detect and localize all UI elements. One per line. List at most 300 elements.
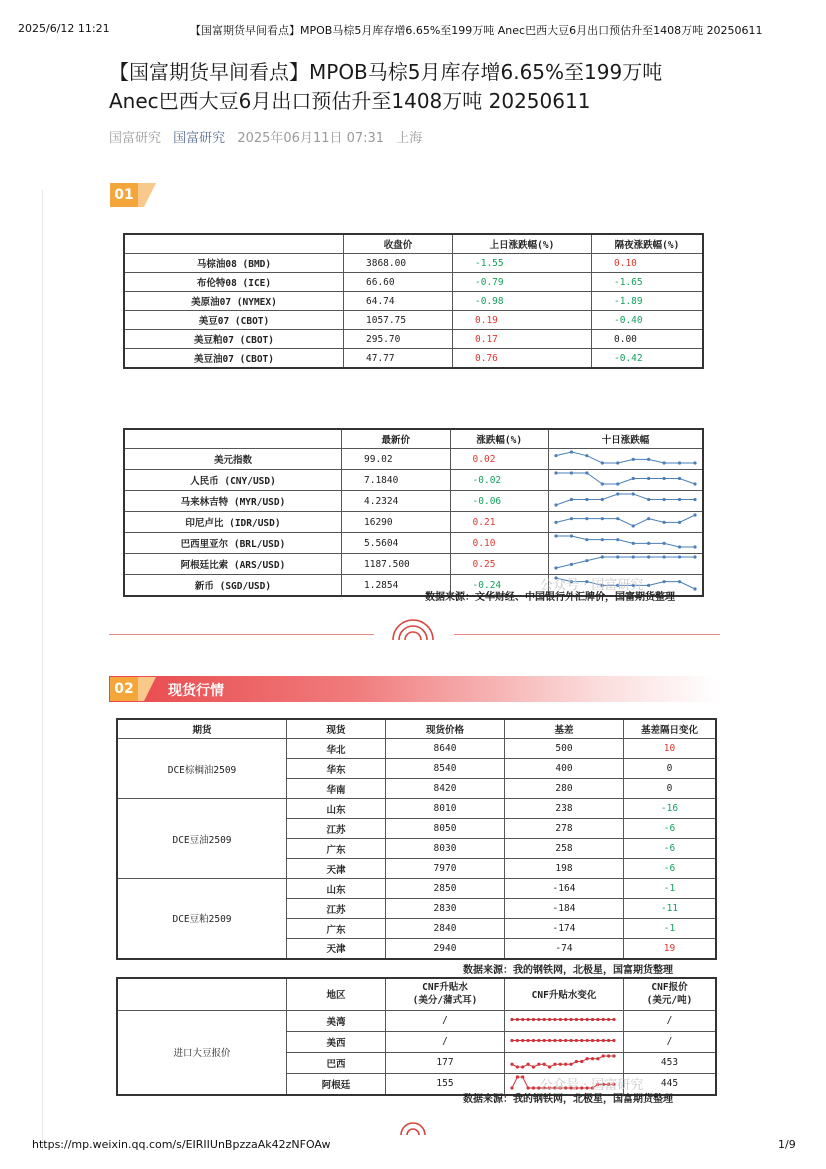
fx-source: 数据来源：文华财经、中国银行外汇牌价，国富期货整理: [425, 592, 675, 603]
fx-row: [124, 533, 703, 554]
fx-sparkline-1-point-2: [585, 471, 588, 474]
fx-sparkline-2-line: [556, 494, 695, 505]
fx-sparkline-cell: [549, 554, 704, 575]
fx-row: [124, 491, 703, 512]
fx-price: 1.2854: [342, 575, 451, 597]
fx-sparkline-2-point-4: [616, 492, 619, 495]
cnf-sparkline-2-point-5: [537, 1062, 540, 1065]
fx-sparkline-5-point-1: [570, 563, 573, 566]
cnf-sparkline-3-point-0: [510, 1086, 513, 1089]
fx-sparkline-0-point-4: [616, 461, 619, 464]
futures-close: 295.70: [344, 330, 453, 349]
spot-basis: -164: [505, 879, 624, 899]
futures-close: 1057.75: [344, 311, 453, 330]
cnf-sparkline-0-point-5: [537, 1017, 540, 1020]
spot-basis-change: -16: [624, 799, 717, 819]
fx-sparkline-4-point-3: [601, 538, 604, 541]
spot-price: 8640: [386, 739, 505, 759]
fx-sparkline-4-line: [556, 536, 695, 547]
cnf-sparkline-1-point-15: [591, 1038, 594, 1041]
fx-change: 0.02: [450, 449, 548, 470]
fx-sparkline-2-point-5: [632, 492, 635, 495]
spot-basis: -74: [505, 939, 624, 959]
cnf-header-premium: CNF升贴水 (美分/蒲式耳): [386, 978, 505, 1010]
futures-name: 美豆油07 (CBOT): [124, 349, 344, 369]
cnf-sparkline-1-point-12: [575, 1038, 578, 1041]
fx-change: -0.24: [450, 575, 548, 597]
cnf-source: 数据来源：我的钢铁网，北极星，国富期货整理: [463, 1094, 673, 1105]
cnf-sparkline-1-point-5: [537, 1038, 540, 1041]
cnf-sparkline-0-point-19: [612, 1017, 615, 1020]
fx-sparkline-5-point-0: [554, 566, 557, 569]
futures-row: [124, 273, 703, 292]
fx-row: [124, 512, 703, 533]
fx-sparkline-0-point-5: [632, 458, 635, 461]
cnf-sparkline-0-point-12: [575, 1017, 578, 1020]
fx-sparkline-1-point-9: [693, 482, 696, 485]
cnf-sparkline-1-point-1: [516, 1038, 519, 1041]
spot-price: 8050: [386, 819, 505, 839]
cnf-sparkline-1-point-8: [553, 1038, 556, 1041]
cnf-label: 进口大豆报价: [117, 1010, 287, 1095]
divider-right: [454, 634, 720, 635]
cnf-sparkline-2-point-3: [527, 1062, 530, 1065]
fx-change: -0.02: [450, 470, 548, 491]
spot-price: 7970: [386, 859, 505, 879]
fx-sparkline-5-point-5: [632, 555, 635, 558]
spot-region: 山东: [287, 879, 386, 899]
futures-prev-change: -0.98: [453, 292, 592, 311]
futures-night-change: 0.10: [592, 254, 704, 273]
spot-contract: DCE豆粕2509: [117, 879, 287, 959]
fx-sparkline-3-point-8: [678, 521, 681, 524]
cnf-sparkline-0-point-7: [548, 1017, 551, 1020]
spot-price: 8540: [386, 759, 505, 779]
spot-row: [117, 739, 716, 759]
fx-sparkline-cell: [549, 449, 704, 470]
fx-sparkline-0-point-6: [647, 458, 650, 461]
futures-prev-change: 0.76: [453, 349, 592, 369]
futures-prev-change: -0.79: [453, 273, 592, 292]
fx-sparkline-3: [553, 512, 698, 529]
cnf-sparkline-2-point-2: [521, 1065, 524, 1068]
fx-sparkline-cell: [549, 533, 704, 554]
cnf-sparkline-0-point-0: [510, 1017, 513, 1020]
fx-sparkline-0-point-8: [678, 461, 681, 464]
fx-sparkline-cell: [549, 470, 704, 491]
cnf-sparkline-2-point-9: [559, 1062, 562, 1065]
cnf-premium: /: [386, 1010, 505, 1031]
fx-sparkline-4-point-0: [554, 534, 557, 537]
cnf-sparkline-2-point-14: [586, 1057, 589, 1060]
left-rule: [42, 190, 43, 1150]
fx-sparkline-2-point-9: [693, 498, 696, 501]
spot-region: 天津: [287, 939, 386, 959]
article-title-line1: 【国富期货早间看点】MPOB马棕5月库存增6.65%至199万吨: [109, 60, 663, 84]
futures-row: [124, 311, 703, 330]
cnf-header-trend: CNF升贴水变化: [505, 978, 624, 1010]
fx-sparkline-3-point-3: [601, 517, 604, 520]
cnf-sparkline-cell: [505, 1052, 624, 1073]
futures-row: [124, 349, 703, 369]
cnf-sparkline-0-point-9: [559, 1017, 562, 1020]
spot-basis-change: -11: [624, 899, 717, 919]
spot-price: 2840: [386, 919, 505, 939]
futures-name: 布伦特08 (ICE): [124, 273, 344, 292]
cnf-sparkline-2-point-12: [575, 1059, 578, 1062]
fx-name: 马来林吉特 (MYR/USD): [124, 491, 342, 512]
cnf-sparkline-0-point-8: [553, 1017, 556, 1020]
cnf-sparkline-0-point-10: [564, 1017, 567, 1020]
cnf-header-blank: [117, 978, 287, 1010]
fx-sparkline-0: [553, 449, 698, 466]
spot-basis: 258: [505, 839, 624, 859]
fx-table: [123, 428, 704, 597]
cnf-sparkline-2-point-13: [580, 1059, 583, 1062]
fx-sparkline-3-point-2: [585, 517, 588, 520]
fx-sparkline-1: [553, 470, 698, 487]
cnf-sparkline-0-point-3: [527, 1017, 530, 1020]
spot-header-region: 现货: [287, 719, 386, 739]
futures-prev-change: -1.55: [453, 254, 592, 273]
fx-change: 0.21: [450, 512, 548, 533]
spot-region: 天津: [287, 859, 386, 879]
cnf-row: [117, 1010, 716, 1031]
cnf-sparkline-0-point-2: [521, 1017, 524, 1020]
futures-night-change: -1.89: [592, 292, 704, 311]
fx-sparkline-4-point-7: [663, 542, 666, 545]
cnf-sparkline-0-point-17: [602, 1017, 605, 1020]
spot-header-basis: 基差: [505, 719, 624, 739]
fx-sparkline-2-point-7: [663, 498, 666, 501]
cnf-sparkline-2-point-0: [510, 1062, 513, 1065]
fx-header-spark: 十日涨跌幅: [549, 429, 704, 449]
publish-date: 2025年06月11日 07:31: [237, 131, 385, 146]
spot-basis: 400: [505, 759, 624, 779]
fx-sparkline-1-point-5: [632, 477, 635, 480]
article-meta: [109, 127, 422, 146]
spot-price: 8420: [386, 779, 505, 799]
futures-close: 66.60: [344, 273, 453, 292]
spot-basis: -184: [505, 899, 624, 919]
spot-basis-change: -1: [624, 879, 717, 899]
futures-close: 47.77: [344, 349, 453, 369]
spot-basis-change: 19: [624, 939, 717, 959]
spot-basis-change: -6: [624, 859, 717, 879]
fx-sparkline-1-point-3: [601, 482, 604, 485]
cnf-region: 阿根廷: [287, 1073, 386, 1095]
account-link[interactable]: 国富研究: [173, 131, 226, 146]
cnf-sparkline-0-point-16: [596, 1017, 599, 1020]
futures-night-change: -0.42: [592, 349, 704, 369]
futures-name: 美豆07 (CBOT): [124, 311, 344, 330]
fx-row: [124, 470, 703, 491]
futures-prev-change: 0.19: [453, 311, 592, 330]
cloud-ornament-bottom-icon: [398, 1118, 428, 1136]
fx-sparkline-3-point-0: [554, 521, 557, 524]
spot-region: 山东: [287, 799, 386, 819]
print-datetime: 2025/6/12 11:21: [18, 22, 110, 35]
spot-region: 广东: [287, 839, 386, 859]
spot-basis: -174: [505, 919, 624, 939]
cnf-premium: /: [386, 1031, 505, 1052]
futures-row: [124, 292, 703, 311]
cnf-sparkline-2-point-11: [569, 1062, 572, 1065]
fx-sparkline-5-point-7: [663, 555, 666, 558]
cnf-sparkline-3-point-1: [516, 1075, 519, 1078]
spot-basis-change: 0: [624, 779, 717, 799]
fx-sparkline-cell: [549, 512, 704, 533]
spot-row: [117, 879, 716, 899]
fx-sparkline-1-point-6: [647, 477, 650, 480]
fx-sparkline-1-point-8: [678, 477, 681, 480]
fx-name: 美元指数: [124, 449, 342, 470]
fx-name: 印尼卢比 (IDR/USD): [124, 512, 342, 533]
futures-night-change: -0.40: [592, 311, 704, 330]
spot-basis: 198: [505, 859, 624, 879]
fx-price: 99.02: [342, 449, 451, 470]
cnf-sparkline-0-point-4: [532, 1017, 535, 1020]
fx-price: 5.5604: [342, 533, 451, 554]
spot-price: 8010: [386, 799, 505, 819]
futures-close: 3868.00: [344, 254, 453, 273]
fx-sparkline-5-point-3: [601, 555, 604, 558]
fx-sparkline-3-point-1: [570, 517, 573, 520]
cnf-sparkline-0-point-11: [569, 1017, 572, 1020]
futures-name: 美原油07 (NYMEX): [124, 292, 344, 311]
fx-sparkline-0-point-7: [663, 461, 666, 464]
cnf-region: 巴西: [287, 1052, 386, 1073]
spot-price: 2940: [386, 939, 505, 959]
cnf-sparkline-2-point-16: [596, 1057, 599, 1060]
cnf-sparkline-1-point-4: [532, 1038, 535, 1041]
cnf-sparkline-0-point-15: [591, 1017, 594, 1020]
fx-change: 0.25: [450, 554, 548, 575]
fx-sparkline-4-point-4: [616, 538, 619, 541]
spot-source: 数据来源：我的钢铁网，北极星，国富期货整理: [463, 965, 673, 976]
fx-sparkline-3-point-5: [632, 524, 635, 527]
spot-table: [116, 718, 717, 960]
spot-basis: 500: [505, 739, 624, 759]
cnf-sparkline-1-point-6: [543, 1038, 546, 1041]
fx-header-name: [124, 429, 342, 449]
fx-sparkline-0-point-9: [693, 461, 696, 464]
spot-basis-change: -6: [624, 819, 717, 839]
fx-sparkline-5-line: [556, 557, 695, 568]
fx-sparkline-cell: [549, 491, 704, 512]
cnf-header-row: [117, 978, 716, 1010]
spot-basis-change: -1: [624, 919, 717, 939]
futures-header-prev: 上日涨跌幅(%): [453, 234, 592, 254]
watermark-2: 公众号 · 国富研究: [540, 1078, 644, 1093]
cnf-sparkline-2-point-19: [612, 1054, 615, 1057]
fx-name: 阿根廷比索 (ARS/USD): [124, 554, 342, 575]
spot-basis: 278: [505, 819, 624, 839]
cnf-header-region: 地区: [287, 978, 386, 1010]
fx-sparkline-4-point-1: [570, 534, 573, 537]
location: 上海: [396, 131, 423, 146]
print-title: 【国富期货早间看点】MPOB马棕5月库存增6.65%至199万吨 Anec巴西大豆6月出口预估升至1408万吨 20250611: [190, 24, 763, 37]
spot-basis-change: -6: [624, 839, 717, 859]
fx-sparkline-2-point-8: [678, 498, 681, 501]
cnf-sparkline-2-point-6: [543, 1062, 546, 1065]
futures-table: [123, 233, 704, 369]
spot-price: 2850: [386, 879, 505, 899]
spot-contract: DCE棕榈油2509: [117, 739, 287, 799]
cnf-sparkline-2-point-8: [553, 1062, 556, 1065]
fx-sparkline-2-point-0: [554, 503, 557, 506]
cnf-sparkline-1-point-19: [612, 1038, 615, 1041]
fx-sparkline-6-point-7: [663, 580, 666, 583]
spot-header-row: [117, 719, 716, 739]
fx-sparkline-5: [553, 554, 698, 571]
fx-price: 1187.500: [342, 554, 451, 575]
spot-basis: 280: [505, 779, 624, 799]
cnf-sparkline-1-point-3: [527, 1038, 530, 1041]
spot-region: 江苏: [287, 819, 386, 839]
cnf-sparkline-0-point-6: [543, 1017, 546, 1020]
fx-sparkline-5-point-9: [693, 555, 696, 558]
spot-region: 华北: [287, 739, 386, 759]
cnf-sparkline-1-point-7: [548, 1038, 551, 1041]
cnf-premium: 177: [386, 1052, 505, 1073]
futures-night-change: -1.65: [592, 273, 704, 292]
cnf-sparkline-cell: [505, 1031, 624, 1052]
section1-badge-tail: [138, 183, 156, 207]
fx-sparkline-4-point-5: [632, 542, 635, 545]
futures-row: [124, 254, 703, 273]
fx-sparkline-1-point-0: [554, 471, 557, 474]
fx-sparkline-5-point-2: [585, 559, 588, 562]
cnf-sparkline-0-point-13: [580, 1017, 583, 1020]
fx-header-row: [124, 429, 703, 449]
cnf-sparkline-cell: [505, 1010, 624, 1031]
fx-sparkline-1-line: [556, 473, 695, 484]
futures-header-close: 收盘价: [344, 234, 453, 254]
fx-sparkline-6-point-8: [678, 580, 681, 583]
cnf-sparkline-1-point-9: [559, 1038, 562, 1041]
cnf-sparkline-2-point-18: [607, 1054, 610, 1057]
fx-sparkline-2-point-6: [647, 498, 650, 501]
fx-sparkline-4-point-8: [678, 545, 681, 548]
fx-header-chg: 涨跌幅(%): [450, 429, 548, 449]
fx-sparkline-0-point-3: [601, 461, 604, 464]
cnf-price: 445: [624, 1073, 717, 1095]
fx-name: 人民币 (CNY/USD): [124, 470, 342, 491]
spot-basis-change: 10: [624, 739, 717, 759]
cnf-sparkline-1: [509, 1032, 617, 1049]
fx-sparkline-3-point-4: [616, 517, 619, 520]
fx-name: 新币 (SGD/USD): [124, 575, 342, 597]
cloud-ornament-icon: [388, 618, 438, 642]
fx-sparkline-2-point-1: [570, 498, 573, 501]
fx-sparkline-0-point-0: [554, 454, 557, 457]
fx-sparkline-4-point-2: [585, 538, 588, 541]
spot-price: 8030: [386, 839, 505, 859]
cnf-price: /: [624, 1031, 717, 1052]
futures-night-change: 0.00: [592, 330, 704, 349]
print-url: https://mp.weixin.qq.com/s/EIRIIUnBpzzaAk42zNFOAw: [32, 1138, 331, 1151]
fx-sparkline-0-point-2: [585, 454, 588, 457]
divider-left: [109, 634, 374, 635]
cnf-header-price: CNF报价 (美元/吨): [624, 978, 717, 1010]
fx-header-price: 最新价: [342, 429, 451, 449]
fx-sparkline-1-point-4: [616, 482, 619, 485]
fx-name: 巴西里亚尔 (BRL/USD): [124, 533, 342, 554]
spot-contract: DCE豆油2509: [117, 799, 287, 879]
spot-header-change: 基差隔日变化: [624, 719, 717, 739]
fx-sparkline-3-point-9: [693, 513, 696, 516]
cnf-sparkline-2-point-4: [532, 1065, 535, 1068]
fx-change: 0.10: [450, 533, 548, 554]
fx-sparkline-4: [553, 533, 698, 550]
cnf-sparkline-1-point-0: [510, 1038, 513, 1041]
cnf-sparkline-1-point-11: [569, 1038, 572, 1041]
spot-header-price: 现货价格: [386, 719, 505, 739]
cnf-region: 美西: [287, 1031, 386, 1052]
print-page: 1/9: [778, 1138, 796, 1151]
fx-price: 4.2324: [342, 491, 451, 512]
cnf-price: /: [624, 1010, 717, 1031]
section2-title: 现货行情: [168, 683, 224, 699]
cnf-sparkline-1-point-16: [596, 1038, 599, 1041]
futures-name: 马棕油08 (BMD): [124, 254, 344, 273]
futures-close: 64.74: [344, 292, 453, 311]
cnf-sparkline-1-point-13: [580, 1038, 583, 1041]
watermark-1: 公众号 · 国富研究: [540, 578, 644, 593]
fx-sparkline-0-line: [556, 452, 695, 463]
fx-sparkline-4-point-9: [693, 545, 696, 548]
fx-price: 16290: [342, 512, 451, 533]
section2-badge-tail: [138, 677, 156, 701]
cnf-sparkline-2-point-17: [602, 1054, 605, 1057]
fx-sparkline-5-point-4: [616, 555, 619, 558]
cnf-premium: 155: [386, 1073, 505, 1095]
fx-sparkline-0-point-1: [570, 450, 573, 453]
cnf-sparkline-2: [509, 1053, 617, 1070]
cnf-price: 453: [624, 1052, 717, 1073]
fx-sparkline-6-point-9: [693, 587, 696, 590]
fx-sparkline-5-point-6: [647, 555, 650, 558]
futures-header-name: [124, 234, 344, 254]
spot-basis-change: 0: [624, 759, 717, 779]
cnf-sparkline-1-point-18: [607, 1038, 610, 1041]
futures-prev-change: 0.17: [453, 330, 592, 349]
fx-row: [124, 449, 703, 470]
fx-sparkline-3-line: [556, 515, 695, 526]
section1-badge: 01: [110, 183, 138, 207]
fx-price: 7.1840: [342, 470, 451, 491]
spot-header-futures: 期货: [117, 719, 287, 739]
cnf-sparkline-3-point-3: [527, 1086, 530, 1089]
cnf-sparkline-0: [509, 1011, 617, 1028]
fx-sparkline-5-point-8: [678, 555, 681, 558]
spot-basis: 238: [505, 799, 624, 819]
spot-row: [117, 799, 716, 819]
cnf-sparkline-2-point-15: [591, 1057, 594, 1060]
fx-sparkline-3-point-6: [647, 517, 650, 520]
article-title: [109, 58, 799, 116]
fx-row: [124, 554, 703, 575]
spot-price: 2830: [386, 899, 505, 919]
futures-header-row: [124, 234, 703, 254]
cnf-sparkline-2-point-7: [548, 1065, 551, 1068]
fx-sparkline-6-point-6: [647, 584, 650, 587]
fx-sparkline-2: [553, 491, 698, 508]
cnf-sparkline-3-point-2: [521, 1075, 524, 1078]
fx-sparkline-1-point-7: [663, 477, 666, 480]
futures-header-night: 隔夜涨跌幅(%): [592, 234, 704, 254]
